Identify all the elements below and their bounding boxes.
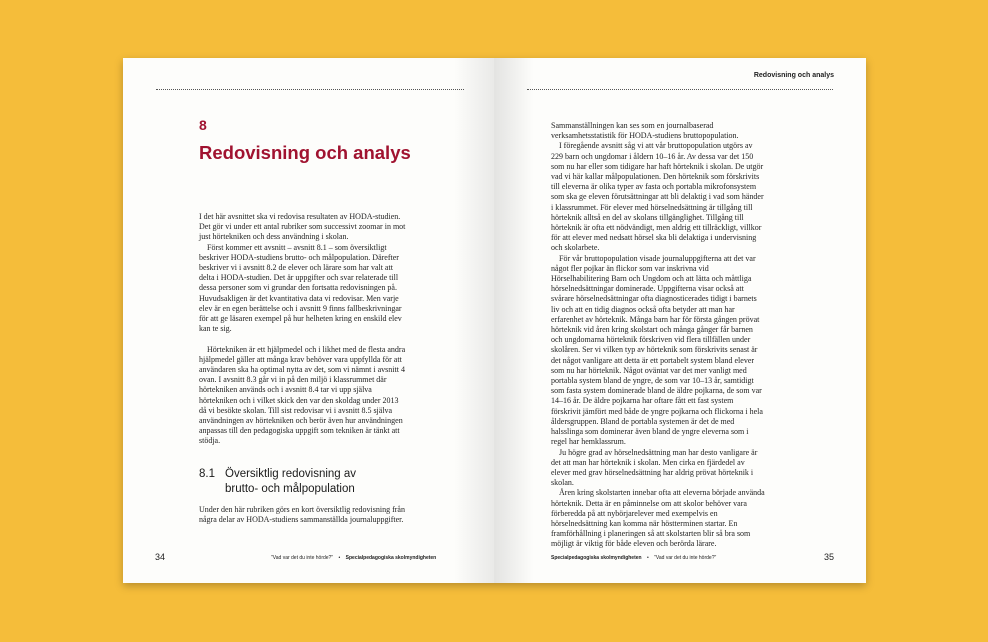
section-title-line2: brutto- och målpopulation	[225, 483, 355, 495]
right-body-text	[551, 121, 765, 550]
right-page	[494, 58, 866, 583]
header-dotted-rule	[527, 89, 833, 90]
paragraph: För vår bruttopopulation visade journaluppgifterna att det var något fler pojkar än flickor som var inskrivna vid Hörselhabilitering Barn och Ungdom och att lätta och måttliga hörselnedsättningar dominerade. Uppgifterna visar också att svårare hörselnedsättningar ofta diagnosticerades tidigt i barnets liv och att en tidig diagnos också ofta betyder att man har erfarenhet av hörteknik. Många barn har för första gången prövat hörteknik vid åren kring skolstart och många gånger får barnen och ungdomarna hörteknik förskriven vid flera tillfällen under skolåren. Ser vi vilken typ av hörteknik som förskrivits senast är det något vanligare att detta är ett portabelt system bland elever som nu har hörteknik. Något oväntat var det mer vanligt med portabla system bland de yngre, de som var 10–13 år, samtidigt som fasta system dominerade bland de äldre pojkarna, de som var 14–16 år. De äldre pojkarna har oftare fått ett fast system förskrivit jämfört med både de yngre pojkarna och flickorna i hela åldersgruppen. Bland de portabla systemen är det de med halsslinga som dominerar även bland de yngre eleverna som i regel har hemklassrum.	[551, 253, 763, 447]
chapter-intro-text	[199, 212, 407, 447]
footer-title: "Vad var det du inte hörde?"	[271, 555, 334, 561]
footer-bullet: •	[646, 555, 649, 561]
chapter-title: Redovisning och analys	[199, 142, 411, 163]
section-title-line1: Översiktlig redovisning av	[225, 468, 357, 480]
footer-title: "Vad var det du inte hörde?"	[654, 555, 717, 561]
chapter-number: 8	[199, 117, 207, 133]
paragraph: I det här avsnittet ska vi redovisa resultaten av HODA-studien. Det gör vi under ett antal rubriker som successivt zoomar in mot just hörtekniken och dess användning i skolan.	[199, 212, 406, 242]
paragraph: Ju högre grad av hörselnedsättning man har desto vanligare är det att man har hörteknik i skolan. Men cirka en fjärdedel av elever med grav hörselnedsättning har aldrig prövat hörteknik i skolan.	[551, 447, 758, 488]
footer-publisher: Specialpedagogiska skolmyndigheten	[551, 555, 642, 561]
paragraph: Åren kring skolstarten innebar ofta att eleverna började använda hörteknik. Detta är en påminnelse om att skolor behöver vara förberedda på att nybörjarelever med exempelvis en hörselnedsättning kan komma när höstterminen startar. En framförhållning i planeringen så att skolstarten blir så bra som möjligt är viktig för både eleven och berörda lärare.	[551, 488, 765, 549]
running-head: Redovisning och analys	[753, 72, 834, 79]
paragraph: Först kommer ett avsnitt – avsnitt 8.1 – som översiktligt beskriver HODA-studiens brutto- och målpopulation. Därefter beskriver vi i avsnitt 8.2 de elever och lärare som har valt att delta i HODA-studien. Det är uppgifter och svar relaterade till dessa personer som vi grundar den fortsatta redovisningen på. Huvudsakligen är det kvantitativa data vi redovisar. Men varje elev är en egen berättelse och i avsnitt 9 finns fallbeskrivningar för att ge läsaren exempel på hur helheten kring en enskild elev kan te sig.	[199, 242, 402, 334]
section-intro-text	[199, 505, 411, 525]
footer-bullet: •	[338, 555, 341, 561]
header-dotted-rule	[156, 89, 464, 90]
section-heading	[199, 467, 419, 497]
paragraph: Under den här rubriken görs en kort översiktlig redovisning från några delar av HODA-studiens sammanställda journaluppgifter.	[199, 505, 405, 525]
footer-right	[551, 555, 716, 561]
paragraph: Sammanställningen kan ses som en journalbaserad verksamhetsstatistik för HODA-studiens bruttopopulation.	[551, 121, 739, 141]
book-spread	[123, 58, 866, 583]
footer-left	[271, 555, 436, 561]
section-number: 8.1	[199, 468, 215, 480]
paragraph: I föregående avsnitt såg vi att vår bruttopopulation utgörs av 229 barn och ungdomar i åldern 10–16 år. Av dessa var det 150 som nu har eller som tidigare har haft hörteknik i skolan. De utgör vad vi här kallar målpopulationen. Den hörteknik som förskrivits till eleverna är olika typer av fasta och portabla mikrofonsystem som ska ge eleven förutsättningar att bli delaktig i vad som händer i klassrummet. För elever med hörselnedsättning är tillgång till hörteknik alltså en del av skolans tillgänglighet. Tillgång till hörteknik är ofta ett nödvändigt, men aldrig ett tillräckligt, villkor för att elever med nedsatt hörsel ska bli delaktiga i undervisning och skolarbete.	[551, 141, 764, 253]
page-number-right: 35	[823, 552, 834, 562]
left-page	[123, 58, 494, 583]
page-number-left: 34	[155, 552, 166, 562]
footer-publisher: Specialpedagogiska skolmyndigheten	[345, 555, 437, 561]
paragraph: Hörtekniken är ett hjälpmedel och i likhet med de flesta andra hjälpmedel gäller att många krav behöver vara uppfyllda för att användaren ska ha optimal nytta av det, som vi nämnt i avsnitt 4 ovan. I avsnitt 8.3 går vi in på den miljö i klassrummet där hörtekniken används och i avsnitt 8.4 tar vi upp själva hörtekniken och i vilket skick den var den skoldag under 2013 då vi besökte skolan. Till sist redovisar vi i avsnitt 8.5 själva användningen av hörtekniken och berör även hur användningen anpassas till den pedagogiska uppgift som tekniken är tänkt att stödja.	[199, 344, 406, 446]
